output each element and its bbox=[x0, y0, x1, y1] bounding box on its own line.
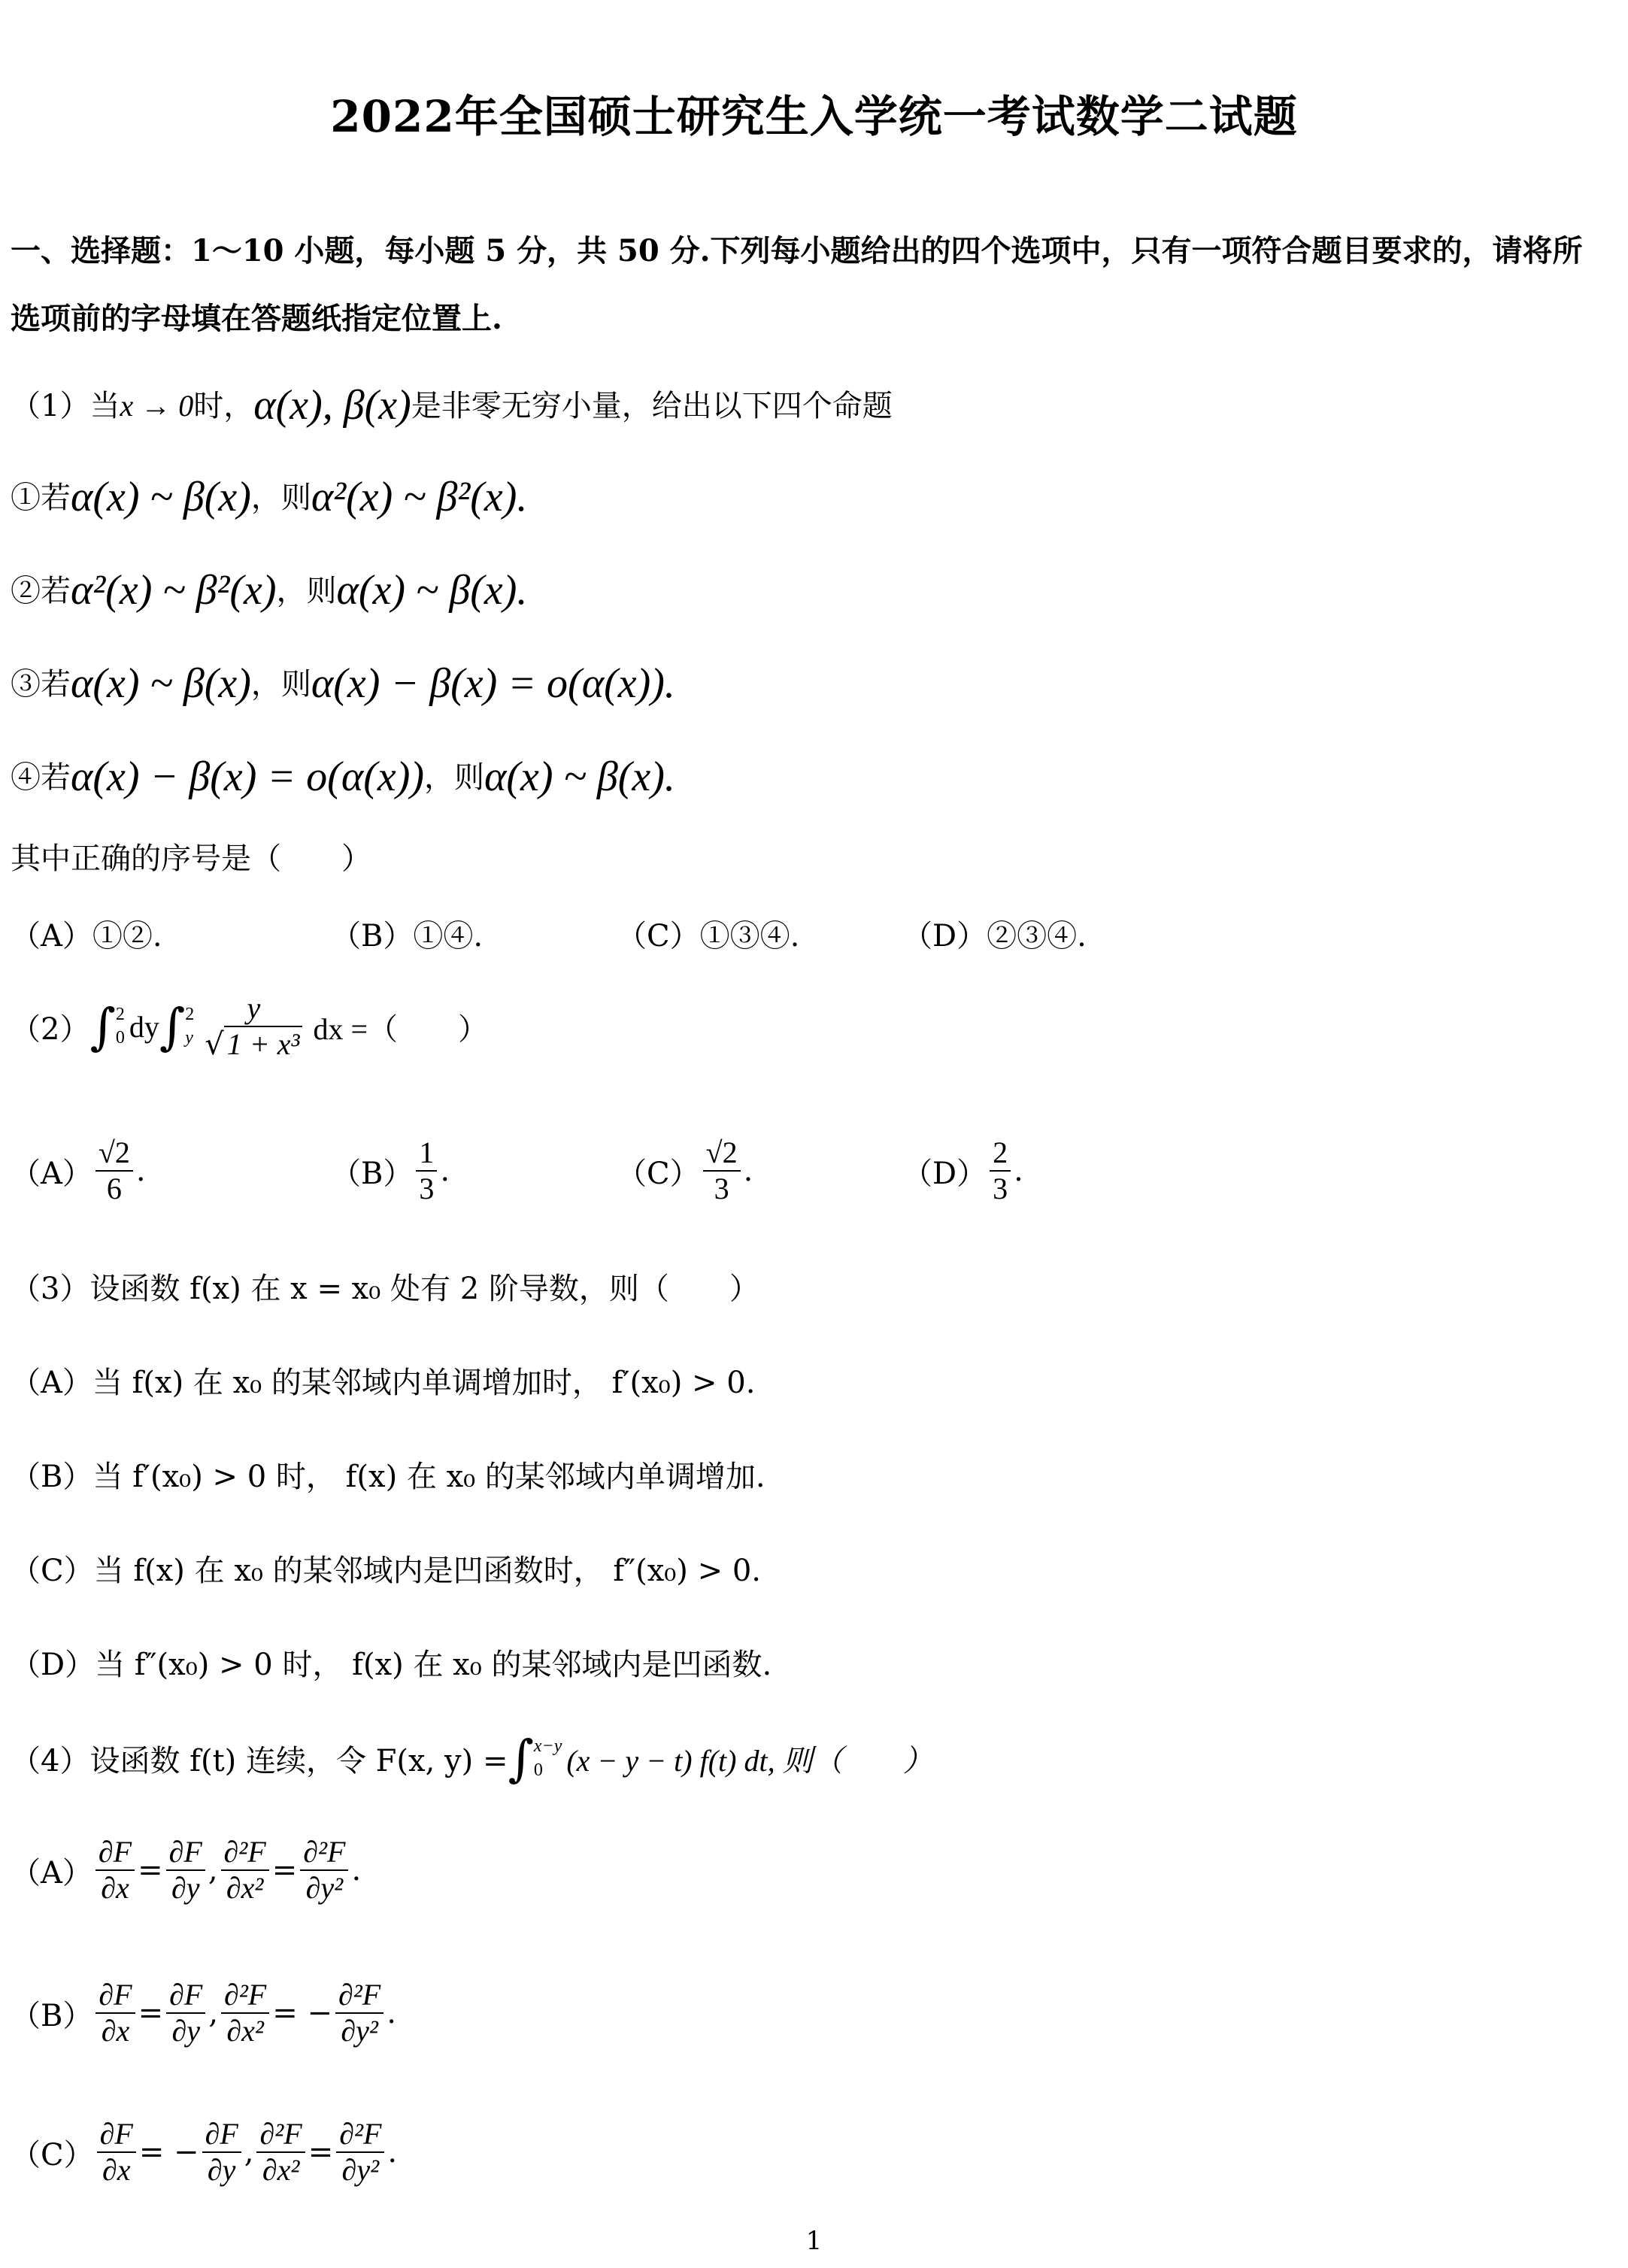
option-label: （B） bbox=[331, 1156, 414, 1191]
lower-limit: 0 bbox=[115, 1028, 125, 1048]
denominator: ∂x² bbox=[262, 2153, 300, 2187]
option-fraction bbox=[703, 1136, 741, 1206]
denominator: 3 bbox=[419, 1172, 435, 1205]
denominator: 6 bbox=[106, 1172, 122, 1205]
q4-option-c bbox=[11, 2117, 397, 2188]
denominator: 3 bbox=[714, 1172, 729, 1205]
statement-mid: ，则 bbox=[250, 667, 311, 702]
q1-prefix: 当 bbox=[89, 389, 120, 423]
page-title: 2022年全国硕士研究生入学统一考试数学二试题 bbox=[330, 91, 1298, 142]
numerator: 1 bbox=[416, 1136, 437, 1172]
partial-fraction bbox=[202, 2117, 241, 2188]
q1-suffix: 是非零无穷小量，给出以下四个命题 bbox=[411, 389, 893, 423]
q1-statement-4 bbox=[11, 752, 675, 802]
q2-option-b bbox=[331, 1136, 450, 1206]
partial-fraction bbox=[166, 1978, 205, 2048]
numerator: ∂²F bbox=[256, 2117, 305, 2153]
numerator: ∂F bbox=[202, 2117, 241, 2153]
statement-conclusion: α(x) ~ β(x). bbox=[336, 567, 528, 614]
option-label: （A） bbox=[11, 1855, 92, 1891]
numerator: ∂²F bbox=[335, 1978, 384, 2014]
integral-sign: ∫ bbox=[508, 1730, 534, 1787]
q1-condition: x → 0 bbox=[120, 389, 194, 423]
statement-conclusion: α²(x) ~ β²(x). bbox=[311, 474, 528, 520]
q1-stem bbox=[11, 381, 893, 431]
option-label: （A） bbox=[11, 1156, 92, 1191]
numerator: 2 bbox=[990, 1136, 1011, 1172]
numerator: ∂F bbox=[95, 1978, 135, 2014]
q2-number: （2） bbox=[11, 1011, 90, 1047]
partial-fraction bbox=[221, 1835, 269, 1906]
equals: = bbox=[138, 1853, 163, 1887]
comma: , bbox=[208, 1996, 219, 2030]
denominator: ∂y bbox=[171, 1871, 200, 1905]
outer-limits bbox=[116, 1003, 125, 1050]
statement-premise: α(x) ~ β(x) bbox=[71, 474, 251, 520]
statement-premise: α(x) ~ β(x) bbox=[71, 660, 251, 707]
q4-option-b bbox=[11, 1978, 396, 2048]
partial-fraction bbox=[300, 1835, 348, 1906]
numerator: y bbox=[244, 991, 263, 1027]
period: . bbox=[743, 1154, 753, 1188]
q1-option-d: （D）②③④. bbox=[902, 919, 1087, 954]
q1-statement-1 bbox=[11, 472, 527, 523]
q3-option-c: （C）当 f(x) 在 x₀ 的某邻域内是凹函数时， f″(x₀) > 0. bbox=[11, 1554, 762, 1588]
denominator: ∂y bbox=[171, 2014, 200, 2048]
q1-statement-3 bbox=[11, 659, 675, 709]
numerator: ∂F bbox=[97, 2117, 136, 2153]
statement-conclusion: α(x) ~ β(x). bbox=[484, 753, 675, 800]
denominator: ∂y bbox=[207, 2153, 236, 2187]
period: . bbox=[387, 1996, 396, 2030]
numerator: ∂F bbox=[95, 1835, 135, 1871]
q2-stem bbox=[11, 991, 488, 1062]
q4-stem-prefix: （4）设函数 f(t) 连续，令 F(x, y) = bbox=[11, 1744, 508, 1778]
statement-mid: ，则 bbox=[250, 481, 311, 515]
integral-sign: ∫ bbox=[159, 997, 186, 1056]
numerator: √2 bbox=[703, 1136, 741, 1172]
comma: , bbox=[244, 2135, 254, 2169]
q4-stem bbox=[11, 1730, 933, 1787]
period: . bbox=[135, 1154, 146, 1188]
period: . bbox=[387, 2135, 398, 2169]
denominator: ∂x² bbox=[226, 1871, 264, 1905]
denominator: ∂y² bbox=[305, 1871, 344, 1905]
denominator: ∂x bbox=[102, 2153, 131, 2187]
q1-functions: α(x), β(x) bbox=[253, 382, 411, 429]
upper-limit: 2 bbox=[115, 1004, 125, 1024]
statement-premise: α²(x) ~ β²(x) bbox=[71, 567, 277, 614]
numerator: √2 bbox=[95, 1136, 133, 1172]
period: . bbox=[440, 1154, 450, 1188]
q1-number: （1） bbox=[11, 389, 90, 423]
partial-fraction bbox=[221, 1978, 269, 2048]
partial-fraction bbox=[97, 2117, 136, 2188]
denominator: ∂x bbox=[101, 1871, 129, 1905]
radicand: 1 + x³ bbox=[224, 1026, 303, 1061]
lower-limit: y bbox=[185, 1028, 193, 1048]
q1-option-a: （A）①②. bbox=[11, 919, 162, 954]
option-label: （D） bbox=[902, 1156, 987, 1191]
q3-option-a: （A）当 f(x) 在 x₀ 的某邻域内单调增加时， f′(x₀) > 0. bbox=[11, 1366, 756, 1400]
numerator: ∂²F bbox=[221, 1978, 269, 2014]
equals-negative: = − bbox=[138, 2135, 199, 2169]
equals: = bbox=[138, 1996, 164, 2030]
numerator: ∂F bbox=[166, 1835, 205, 1871]
option-label: （B） bbox=[11, 1998, 93, 2033]
numerator: ∂²F bbox=[336, 2117, 384, 2153]
partial-fraction bbox=[256, 2117, 305, 2188]
option-label: （C） bbox=[617, 1156, 700, 1191]
q2-option-d bbox=[902, 1136, 1023, 1206]
section-instruction-line1: 一、选择题：1～10 小题，每小题 5 分，共 50 分.下列每小题给出的四个选项中，只有一项符合题目要求的，请将所 bbox=[11, 233, 1583, 268]
equals: = bbox=[271, 1853, 298, 1887]
option-fraction bbox=[416, 1136, 437, 1206]
denominator: √ 1 + x³ bbox=[202, 1027, 305, 1062]
option-fraction bbox=[95, 1136, 133, 1206]
outer-differential: dy bbox=[129, 1009, 159, 1044]
lower-limit: 0 bbox=[533, 1760, 543, 1780]
statement-label: ③若 bbox=[11, 667, 71, 702]
upper-limit: 2 bbox=[185, 1004, 195, 1024]
inner-limits bbox=[185, 1003, 194, 1050]
q1-option-c: （C）①③④. bbox=[617, 919, 800, 954]
q2-option-c bbox=[617, 1136, 753, 1206]
upper-limit: x−y bbox=[533, 1736, 562, 1757]
integral-limits bbox=[534, 1735, 562, 1781]
denominator: 3 bbox=[993, 1172, 1008, 1205]
integral-sign: ∫ bbox=[89, 997, 116, 1056]
q4-option-a bbox=[11, 1835, 361, 1906]
q4-stem-suffix: (x − y − t) f(t) dt, 则（ ） bbox=[566, 1744, 933, 1778]
numerator: ∂²F bbox=[300, 1835, 348, 1871]
comma: , bbox=[208, 1853, 218, 1887]
numerator: ∂²F bbox=[221, 1835, 269, 1871]
statement-mid: ，则 bbox=[276, 574, 337, 608]
denominator: ∂x bbox=[101, 2014, 130, 2048]
q2-option-a bbox=[11, 1136, 146, 1206]
integrand-fraction bbox=[202, 991, 305, 1062]
equals: = bbox=[308, 2135, 334, 2169]
partial-fraction bbox=[95, 1835, 135, 1906]
equals-negative: = − bbox=[272, 1996, 332, 2030]
section-instruction-line2: 选项前的字母填在答题纸指定位置上. bbox=[11, 301, 502, 336]
denominator: ∂x² bbox=[226, 2014, 264, 2048]
q3-option-d: （D）当 f″(x₀) > 0 时， f(x) 在 x₀ 的某邻域内是凹函数. bbox=[11, 1648, 772, 1682]
partial-fraction bbox=[336, 2117, 384, 2188]
statement-label: ①若 bbox=[11, 481, 71, 515]
period: . bbox=[351, 1853, 362, 1887]
q1-statement-2 bbox=[11, 565, 527, 616]
q1-ask: 其中正确的序号是（ ） bbox=[11, 841, 371, 876]
partial-fraction bbox=[335, 1978, 384, 2048]
denominator: ∂y² bbox=[341, 2153, 380, 2187]
denominator: ∂y² bbox=[341, 2014, 378, 2048]
statement-label: ④若 bbox=[11, 760, 71, 795]
period: . bbox=[1014, 1154, 1023, 1188]
option-fraction bbox=[990, 1136, 1011, 1206]
statement-premise: α(x) − β(x) = o(α(x)) bbox=[71, 753, 425, 800]
statement-conclusion: α(x) − β(x) = o(α(x)). bbox=[311, 660, 675, 707]
numerator: ∂F bbox=[166, 1978, 205, 2014]
inner-differential: dx =（ ） bbox=[313, 1011, 489, 1046]
q1-option-b: （B）①④. bbox=[331, 919, 484, 954]
q1-mid: 时， bbox=[193, 389, 254, 423]
statement-mid: ，则 bbox=[424, 760, 485, 795]
statement-label: ②若 bbox=[11, 574, 71, 608]
q3-option-b: （B）当 f′(x₀) > 0 时， f(x) 在 x₀ 的某邻域内单调增加. bbox=[11, 1460, 765, 1494]
option-label: （C） bbox=[11, 2137, 94, 2172]
partial-fraction bbox=[95, 1978, 135, 2048]
page-number: 1 bbox=[805, 2226, 823, 2256]
partial-fraction bbox=[166, 1835, 205, 1906]
q3-stem: （3）设函数 f(x) 在 x = x₀ 处有 2 阶导数，则（ ） bbox=[11, 1272, 759, 1306]
